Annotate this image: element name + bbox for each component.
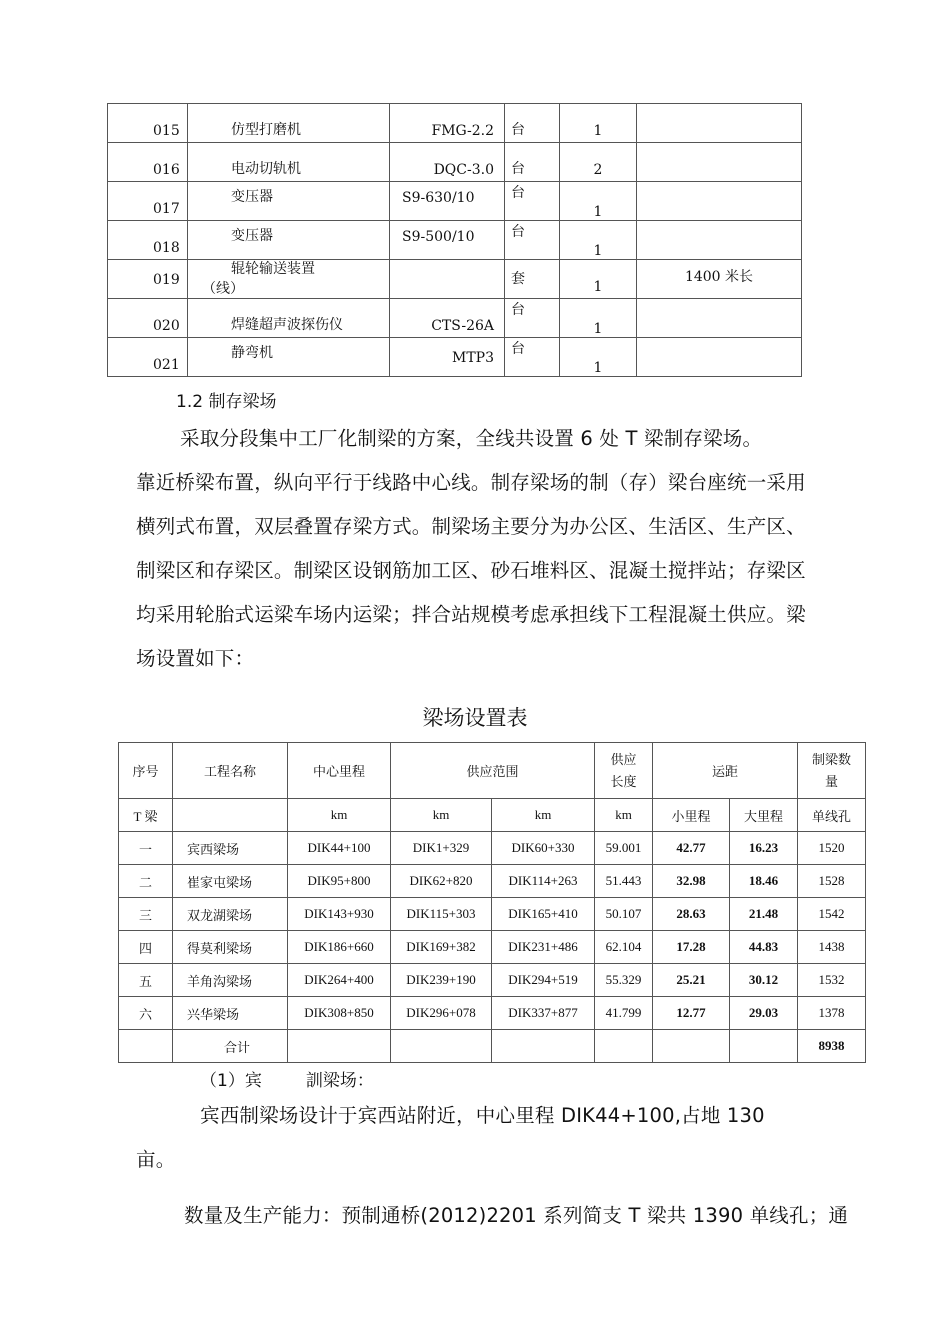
site-name: 得莫利梁场 xyxy=(173,931,288,964)
site-length: 51.443 xyxy=(595,865,653,898)
equipment-note-cell xyxy=(637,338,802,377)
equipment-model-cell xyxy=(390,104,505,143)
total-empty-cell xyxy=(119,1030,173,1063)
site-count: 1532 xyxy=(798,964,866,997)
site-length: 41.799 xyxy=(595,997,653,1030)
subsection-paragraph-2: 数量及生产能力：预制通桥(2012)2201 系列简支 T 梁共 1390 单线孔；通 xyxy=(184,1204,849,1227)
site-length: 59.001 xyxy=(595,832,653,865)
equipment-no-cell xyxy=(108,338,188,377)
total-empty-cell xyxy=(653,1030,730,1063)
subsection-heading-part-a: （1）宾 xyxy=(200,1071,262,1091)
equipment-table xyxy=(107,103,802,377)
equipment-name-line2: （线） xyxy=(202,281,244,297)
header-length-line2: 长度 xyxy=(610,773,637,789)
equipment-note-cell xyxy=(637,143,802,182)
unit-small: 小里程 xyxy=(653,799,730,832)
site-haul-small: 28.63 xyxy=(653,898,730,931)
site-count: 1438 xyxy=(798,931,866,964)
equipment-note-cell xyxy=(637,299,802,338)
site-name: 双龙湖梁场 xyxy=(173,898,288,931)
site-row xyxy=(119,964,866,997)
equipment-qty-cell xyxy=(560,104,637,143)
equipment-unit-cell xyxy=(505,182,560,221)
site-range-from: DIK239+190 xyxy=(391,964,492,997)
equipment-model-cell xyxy=(390,338,505,377)
site-range-to: DIK337+877 xyxy=(492,997,595,1030)
unit-center: km xyxy=(288,799,391,832)
equipment-unit-cell xyxy=(505,299,560,338)
equipment-no-cell xyxy=(108,221,188,260)
site-length: 55.329 xyxy=(595,964,653,997)
site-haul-small: 32.98 xyxy=(653,865,730,898)
equipment-no-cell xyxy=(108,260,188,299)
equipment-qty-cell xyxy=(560,338,637,377)
total-label: 合计 xyxy=(173,1030,288,1063)
header-count xyxy=(798,743,866,799)
unit-name xyxy=(173,799,288,832)
subsection-heading xyxy=(200,1066,374,1091)
site-length: 62.104 xyxy=(595,931,653,964)
subsection-paragraph-1-line2: 亩。 xyxy=(136,1148,176,1171)
equipment-unit: 台 xyxy=(511,122,525,138)
site-range-to: DIK294+519 xyxy=(492,964,595,997)
site-row xyxy=(119,865,866,898)
site-haul-large: 29.03 xyxy=(730,997,798,1030)
equipment-name-cell xyxy=(188,221,390,260)
equipment-no: 019 xyxy=(153,272,180,288)
equipment-unit-cell xyxy=(505,104,560,143)
equipment-no: 021 xyxy=(153,357,180,373)
site-haul-large: 30.12 xyxy=(730,964,798,997)
equipment-model-cell xyxy=(390,143,505,182)
site-haul-small: 25.21 xyxy=(653,964,730,997)
equipment-name: 焊缝超声波探伤仪 xyxy=(231,317,343,333)
equipment-qty: 1 xyxy=(593,279,603,295)
paragraph-line: 横列式布置，双层叠置存梁方式。制梁场主要分为办公区、生活区、生产区、 xyxy=(136,515,806,538)
equipment-name: 变压器 xyxy=(231,228,273,244)
site-no: 一 xyxy=(119,832,173,865)
total-empty-cell xyxy=(595,1030,653,1063)
site-range-to: DIK114+263 xyxy=(492,865,595,898)
site-center: DIK308+850 xyxy=(288,997,391,1030)
equipment-unit: 台 xyxy=(511,161,525,177)
equipment-no-cell xyxy=(108,143,188,182)
equipment-qty-cell xyxy=(560,299,637,338)
equipment-qty: 1 xyxy=(593,123,603,139)
equipment-model-cell xyxy=(390,299,505,338)
equipment-model: FMG-2.2 xyxy=(431,123,494,139)
site-haul-large: 18.46 xyxy=(730,865,798,898)
equipment-row xyxy=(108,182,802,221)
site-count: 1520 xyxy=(798,832,866,865)
equipment-note-cell xyxy=(637,221,802,260)
section-heading: 1.2 制存梁场 xyxy=(176,392,277,412)
site-row xyxy=(119,997,866,1030)
section-paragraph-2 xyxy=(136,461,856,681)
equipment-model-cell xyxy=(390,182,505,221)
site-no: 五 xyxy=(119,964,173,997)
site-name: 宾西梁场 xyxy=(173,832,288,865)
equipment-name-cell xyxy=(188,260,390,299)
equipment-no-cell xyxy=(108,182,188,221)
site-haul-small: 42.77 xyxy=(653,832,730,865)
site-center: DIK44+100 xyxy=(288,832,391,865)
site-name: 崔家屯梁场 xyxy=(173,865,288,898)
equipment-qty-cell xyxy=(560,260,637,299)
equipment-name-cell xyxy=(188,143,390,182)
equipment-name: 变压器 xyxy=(231,189,273,205)
header-no: 序号 xyxy=(119,743,173,799)
equipment-model-cell xyxy=(390,221,505,260)
site-row xyxy=(119,931,866,964)
header-center: 中心里程 xyxy=(288,743,391,799)
site-center: DIK186+660 xyxy=(288,931,391,964)
site-range-from: DIK296+078 xyxy=(391,997,492,1030)
unit-length: km xyxy=(595,799,653,832)
equipment-no: 017 xyxy=(153,201,180,217)
site-range-to: DIK231+486 xyxy=(492,931,595,964)
site-no: 二 xyxy=(119,865,173,898)
equipment-model-cell xyxy=(390,260,505,299)
header-count-line2: 量 xyxy=(825,773,839,789)
table-caption: 梁场设置表 xyxy=(422,706,528,730)
equipment-unit: 套 xyxy=(511,271,525,287)
equipment-no: 016 xyxy=(153,162,180,178)
header-length xyxy=(595,743,653,799)
equipment-row xyxy=(108,260,802,299)
site-haul-large: 44.83 xyxy=(730,931,798,964)
site-name: 羊角沟梁场 xyxy=(173,964,288,997)
equipment-no-cell xyxy=(108,104,188,143)
header-haul: 运距 xyxy=(653,743,798,799)
equipment-note: 1400 米长 xyxy=(684,269,754,285)
unit-range-from: km xyxy=(391,799,492,832)
site-range-to: DIK165+410 xyxy=(492,898,595,931)
total-empty-cell xyxy=(730,1030,798,1063)
equipment-qty-cell xyxy=(560,182,637,221)
equipment-qty-cell xyxy=(560,221,637,260)
equipment-model: CTS-26A xyxy=(431,318,494,334)
paragraph-line: 场设置如下： xyxy=(136,647,255,670)
total-empty-cell xyxy=(492,1030,595,1063)
equipment-note-cell xyxy=(637,182,802,221)
header-count-line1: 制梁数 xyxy=(812,751,852,767)
paragraph-line: 制梁区和存梁区。制梁区设钢筋加工区、砂石堆料区、混凝土搅拌站；存梁区 xyxy=(136,559,806,582)
site-row xyxy=(119,898,866,931)
site-haul-small: 12.77 xyxy=(653,997,730,1030)
unit-large: 大里程 xyxy=(730,799,798,832)
equipment-unit-cell xyxy=(505,221,560,260)
site-name: 兴华梁场 xyxy=(173,997,288,1030)
site-count: 1378 xyxy=(798,997,866,1030)
site-range-to: DIK60+330 xyxy=(492,832,595,865)
equipment-name: 电动切轨机 xyxy=(231,161,301,177)
site-haul-large: 16.23 xyxy=(730,832,798,865)
equipment-qty: 1 xyxy=(593,204,603,220)
equipment-note-cell xyxy=(637,260,802,299)
equipment-model: S9-630/10 xyxy=(402,190,475,206)
equipment-no-cell xyxy=(108,299,188,338)
section-paragraph-1: 采取分段集中工厂化制梁的方案，全线共设置 6 处 T 梁制存梁场。 xyxy=(180,427,763,450)
subsection-paragraph-1-line1: 宾西制梁场设计于宾西站附近，中心里程 DIK44+100,占地 130 xyxy=(200,1104,765,1127)
equipment-row xyxy=(108,104,802,143)
equipment-unit-cell xyxy=(505,143,560,182)
header-range: 供应范围 xyxy=(391,743,595,799)
header-length-line1: 供应 xyxy=(610,751,637,767)
total-count: 8938 xyxy=(798,1030,866,1063)
site-no: 三 xyxy=(119,898,173,931)
equipment-name-cell xyxy=(188,104,390,143)
total-empty-cell xyxy=(391,1030,492,1063)
site-haul-small: 17.28 xyxy=(653,931,730,964)
equipment-row xyxy=(108,221,802,260)
equipment-no: 015 xyxy=(153,123,180,139)
equipment-model: S9-500/10 xyxy=(402,229,475,245)
equipment-row xyxy=(108,143,802,182)
site-total-row xyxy=(119,1030,866,1063)
site-range-from: DIK1+329 xyxy=(391,832,492,865)
equipment-name-cell xyxy=(188,338,390,377)
equipment-unit-cell xyxy=(505,338,560,377)
site-count: 1528 xyxy=(798,865,866,898)
site-center: DIK264+400 xyxy=(288,964,391,997)
unit-range-to: km xyxy=(492,799,595,832)
site-row xyxy=(119,832,866,865)
site-no: 四 xyxy=(119,931,173,964)
equipment-name-cell xyxy=(188,299,390,338)
equipment-unit: 台 xyxy=(511,302,525,318)
site-center: DIK95+800 xyxy=(288,865,391,898)
equipment-model: DQC-3.0 xyxy=(433,162,494,178)
site-count: 1542 xyxy=(798,898,866,931)
site-center: DIK143+930 xyxy=(288,898,391,931)
equipment-no: 018 xyxy=(153,240,180,256)
header-name: 工程名称 xyxy=(173,743,288,799)
site-range-from: DIK169+382 xyxy=(391,931,492,964)
total-empty-cell xyxy=(288,1030,391,1063)
equipment-qty: 2 xyxy=(593,162,603,178)
equipment-unit: 台 xyxy=(511,224,525,240)
site-range-from: DIK115+303 xyxy=(391,898,492,931)
unit-no: T 梁 xyxy=(119,799,173,832)
equipment-qty: 1 xyxy=(593,360,603,376)
equipment-qty: 1 xyxy=(593,321,603,337)
equipment-no: 020 xyxy=(153,318,180,334)
equipment-unit-cell xyxy=(505,260,560,299)
equipment-name: 静弯机 xyxy=(231,345,273,361)
site-no: 六 xyxy=(119,997,173,1030)
equipment-row xyxy=(108,299,802,338)
site-table xyxy=(118,742,866,1063)
equipment-note-cell xyxy=(637,104,802,143)
site-range-from: DIK62+820 xyxy=(391,865,492,898)
equipment-row xyxy=(108,338,802,377)
equipment-name: 辊轮输送装置 xyxy=(231,261,315,277)
site-length: 50.107 xyxy=(595,898,653,931)
equipment-qty: 1 xyxy=(593,243,603,259)
equipment-name: 仿型打磨机 xyxy=(231,122,301,138)
equipment-unit: 台 xyxy=(511,185,525,201)
paragraph-line: 靠近桥梁布置，纵向平行于线路中心线。制存梁场的制（存）梁台座统一采用 xyxy=(136,471,806,494)
paragraph-line: 均采用轮胎式运梁车场内运梁；拌合站规模考虑承担线下工程混凝土供应。梁 xyxy=(136,603,806,626)
equipment-model: MTP3 xyxy=(452,350,494,366)
unit-count: 单线孔 xyxy=(798,799,866,832)
equipment-unit: 台 xyxy=(511,341,525,357)
subsection-heading-part-b: 訓梁场： xyxy=(305,1071,374,1091)
equipment-name-cell xyxy=(188,182,390,221)
site-haul-large: 21.48 xyxy=(730,898,798,931)
equipment-qty-cell xyxy=(560,143,637,182)
